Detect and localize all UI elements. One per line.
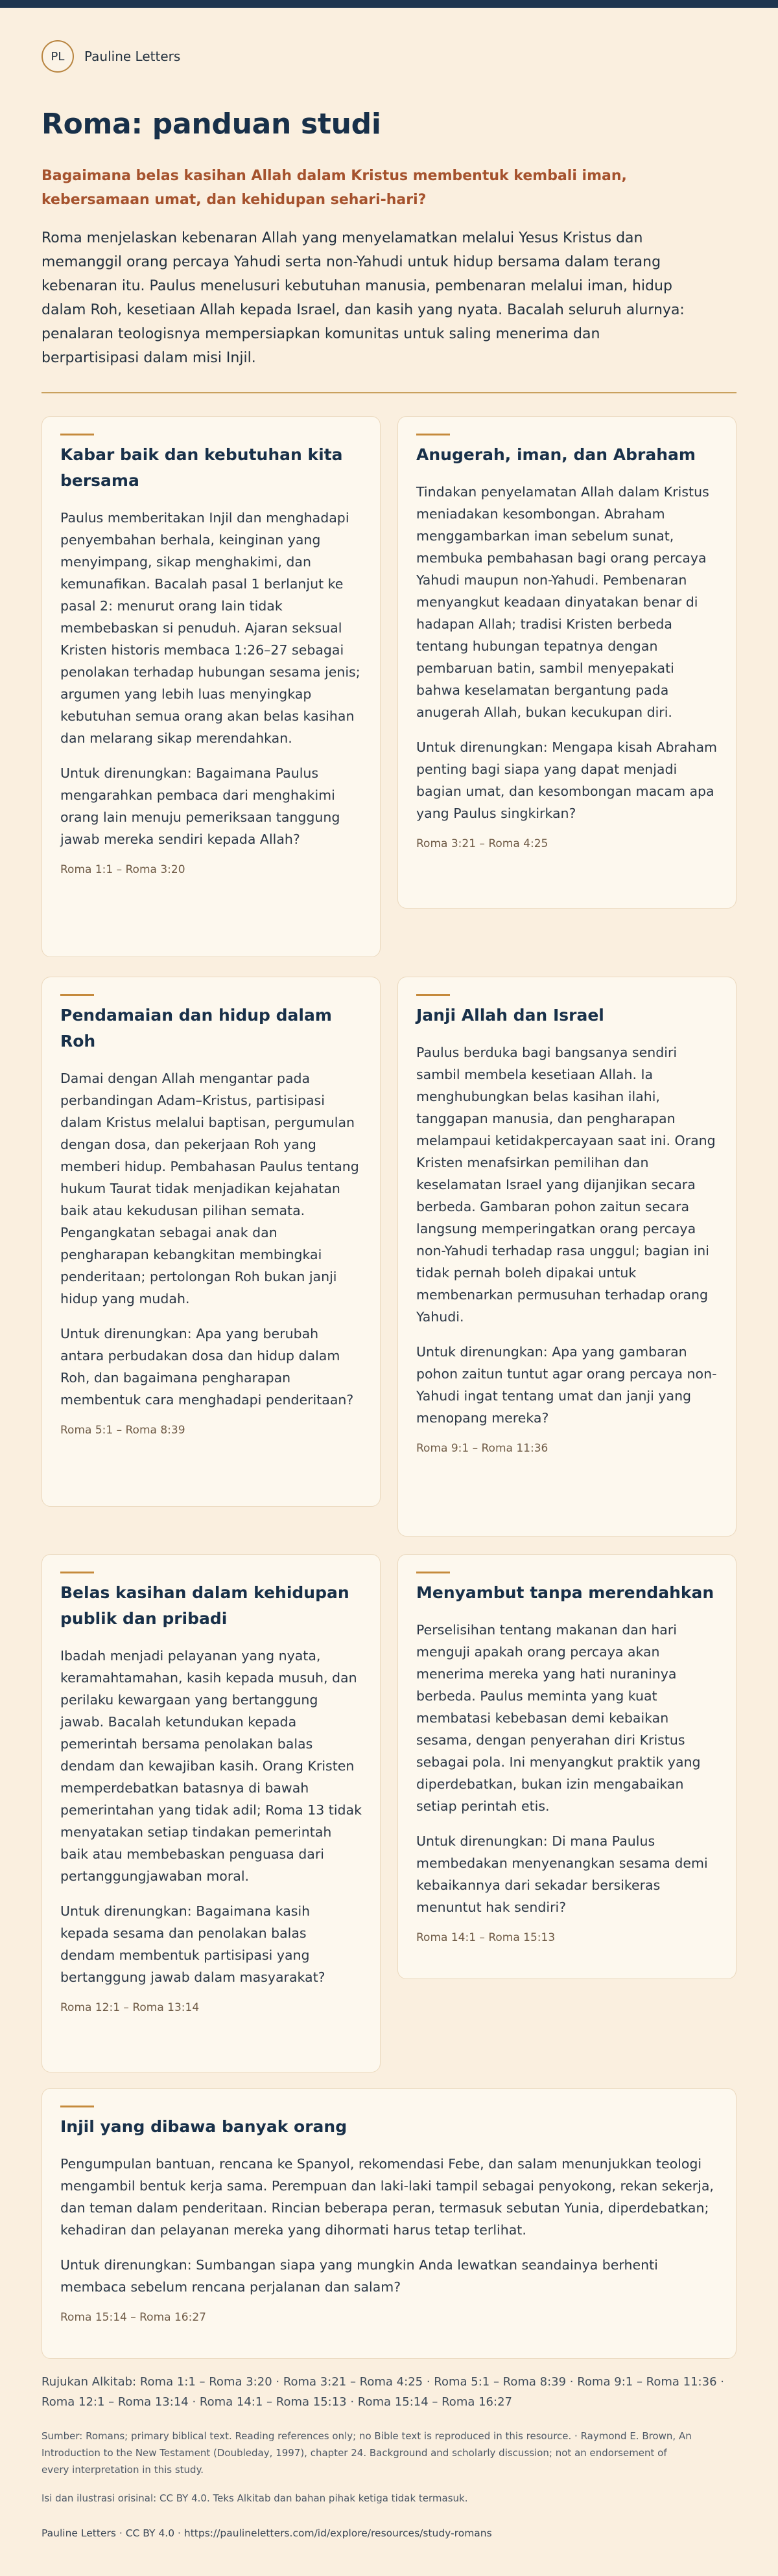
section-reflection: Untuk direnungkan: Bagaimana Paulus mengarahkan pembaca dari menghakimi orang lain menuju pemeriksaan tanggung jawab mereka sendiri kepada Allah? xyxy=(60,765,340,847)
section-card xyxy=(397,416,737,909)
section-divider xyxy=(41,392,737,393)
card-accent xyxy=(60,1572,94,1573)
source-note: Sumber: Romans; primary biblical text. Reading references only; no Bible text is reproduced in this resource. · Raymond E. Brown, An Introduction to the New Testament (Doubleday, 1997), chapter 24. Background and scholarly discussion; not an endorsement of every interpretation in this study. xyxy=(41,2430,692,2476)
section-reference: Roma 12:1 – Roma 13:14 xyxy=(60,2001,200,2014)
top-accent-bar xyxy=(0,0,778,8)
card-accent xyxy=(60,2106,94,2107)
section-reference: Roma 3:21 – Roma 4:25 xyxy=(416,837,548,850)
site-brand[interactable] xyxy=(41,40,737,73)
section-body: Tindakan penyelamatan Allah dalam Kristus meniadakan kesombongan. Abraham menggambarkan iman sebelum sunat, membuka pembahasan bagi orang percaya Yahudi maupun non-Yahudi. Pembenaran menyangkut keadaan dinyatakan benar di hadapan Allah; tradisi Kristen berbeda tentang hubungan tepatnya dengan pembaruan batin, sambil menyepakati bahwa keselamatan bergantung pada anugerah Allah, bukan kecukupan diri. xyxy=(416,484,709,720)
section-title: Injil yang dibawa banyak orang xyxy=(60,2117,348,2136)
section-reflection: Untuk direnungkan: Sumbangan siapa yang mungkin Anda lewatkan seandainya berhenti membaca sebelum rencana perjalanan dan salam? xyxy=(60,2257,658,2295)
section-body: Damai dengan Allah mengantar pada perbandingan Adam–Kristus, partisipasi dalam Kristus melalui baptisan, pergumulan dengan dosa, dan pekerjaan Roh yang memberi hidup. Pembahasan Paulus tentang hukum Taurat tidak menjadikan kejahatan baik atau kekudusan pilihan semata. Pengangkatan sebagai anak dan pengharapan kebangkitan membingkai penderitaan; pertolongan Roh bukan janji hidup yang mudah. xyxy=(60,1071,359,1306)
section-title: Janji Allah dan Israel xyxy=(416,1006,604,1025)
guiding-question: Bagaimana belas kasihan Allah dalam Kristus membentuk kembali iman, kebersamaan umat, dan kehidupan sehari-hari? xyxy=(41,168,627,208)
section-reference: Roma 15:14 – Roma 16:27 xyxy=(60,2311,206,2324)
section-reference: Roma 1:1 – Roma 3:20 xyxy=(60,863,185,876)
section-body: Perselisihan tentang makanan dan hari menguji apakah orang percaya akan menerima mereka yang hati nuraninya berbeda. Paulus meminta yang kuat membatasi kebebasan demi kebaikan sesama, dengan penyerahan diri Kristus sebagai pola. Ini menyangkut praktik yang diperdebatkan, bukan izin mengabaikan setiap perintah etis. xyxy=(416,1622,701,1814)
section-reflection: Untuk direnungkan: Apa yang gambaran pohon zaitun tuntut agar orang percaya non-Yahudi ingat tentang umat dan janji yang menopang mereka? xyxy=(416,1344,717,1426)
card-accent xyxy=(416,434,450,435)
section-card xyxy=(397,1554,737,1979)
scripture-references: Rujukan Alkitab: Roma 1:1 – Roma 3:20 · Roma 3:21 – Roma 4:25 · Roma 5:1 – Roma 8:39 · Roma 9:1 – Roma 11:36 · Roma 12:1 – Roma 13:14 · Roma 14:1 – Roma 15:13 · Roma 15:14 – Roma 16:27 xyxy=(41,2375,724,2409)
section-reference: Roma 9:1 – Roma 11:36 xyxy=(416,1442,548,1455)
brand-name: Pauline Letters xyxy=(84,49,181,64)
card-accent xyxy=(416,994,450,996)
brand-logo: PL xyxy=(41,40,74,73)
card-accent xyxy=(60,994,94,996)
section-body: Pengumpulan bantuan, rencana ke Spanyol, rekomendasi Febe, dan salam menunjukkan teologi mengambil bentuk kerja sama. Perempuan dan laki-laki tampil sebagai penyokong, rekan sekerja, dan teman dalam penderitaan. Rincian beberapa peran, termasuk sebutan Yunia, diperdebatkan; kehadiran dan pelayanan mereka yang dihormati harus tetap terlihat. xyxy=(60,2156,714,2238)
card-accent xyxy=(60,434,94,435)
section-title: Anugerah, iman, dan Abraham xyxy=(416,445,696,464)
section-reference: Roma 14:1 – Roma 15:13 xyxy=(416,1931,556,1944)
section-reference: Roma 5:1 – Roma 8:39 xyxy=(60,1424,185,1437)
section-body: Paulus memberitakan Injil dan menghadapi penyembahan berhala, keinginan yang menyimpang, sikap menghakimi, dan kemunafikan. Bacalah pasal 1 berlanjut ke pasal 2: menurut orang lain tidak membebaskan si penuduh. Ajaran seksual Kristen historis membaca 1:26–27 sebagai penolakan terhadap hubungan sesama jenis; argumen yang lebih luas menyingkap kebutuhan semua orang akan belas kasihan dan melarang sikap merendahkan. xyxy=(60,510,360,746)
section-body: Paulus berduka bagi bangsanya sendiri sambil membela kesetiaan Allah. Ia menghubungkan belas kasihan ilahi, tanggapan manusia, dan pengharapan melampaui ketidakpercayaan saat ini. Orang Kristen menafsirkan pemilihan dan keselamatan Israel yang dijanjikan secara berbeda. Gambaran pohon zaitun secara langsung memperingatkan orang percaya non-Yahudi terhadap rasa unggul; bagian ini tidak pernah boleh dipakai untuk membenarkan permusuhan terhadap orang Yahudi. xyxy=(416,1045,716,1325)
section-body: Ibadah menjadi pelayanan yang nyata, keramahtamahan, kasih kepada musuh, dan perilaku kewargaan yang bertanggung jawab. Bacalah ketundukan kepada pemerintah bersama penolakan balas dendam dan kewajiban kasih. Orang Kristen memperdebatkan batasnya di bawah pemerintahan yang tidak adil; Roma 13 tidak menyatakan setiap tindakan pemerintah baik atau membebaskan penguasa dari pertanggungjawaban moral. xyxy=(60,1648,362,1884)
section-title: Belas kasihan dalam kehidupan publik dan pribadi xyxy=(60,1583,349,1628)
intro-paragraph: Roma menjelaskan kebenaran Allah yang menyelamatkan melalui Yesus Kristus dan memanggil orang percaya Yahudi serta non-Yahudi untuk hidup bersama dalam terang kebenaran itu. Paulus menelusuri kebutuhan manusia, pembenaran melalui iman, hidup dalam Roh, kesetiaan Allah kepada Israel, dan kasih yang nyata. Bacalah seluruh alurnya: penalaran teologisnya mempersiapkan komunitas untuk saling menerima dan berpartisipasi dalam misi Injil. xyxy=(41,230,685,366)
section-card xyxy=(41,2088,737,2359)
page-footer[interactable]: Pauline Letters · CC BY 4.0 · https://paulineletters.com/id/explore/resources/study-romans xyxy=(41,2527,492,2539)
section-reflection: Untuk direnungkan: Bagaimana kasih kepada sesama dan penolakan balas dendam membentuk partisipasi yang bertanggung jawab dalam masyarakat? xyxy=(60,1903,325,1985)
section-card xyxy=(41,416,381,957)
section-card xyxy=(41,977,381,1507)
section-reflection: Untuk direnungkan: Apa yang berubah antara perbudakan dosa dan hidup dalam Roh, dan bagaimana pengharapan membentuk cara menghadapi penderitaan? xyxy=(60,1326,354,1408)
section-card xyxy=(397,977,737,1537)
section-title: Pendamaian dan hidup dalam Roh xyxy=(60,1006,332,1050)
license-note: Isi dan ilustrasi orisinal: CC BY 4.0. Teks Alkitab dan bahan pihak ketiga tidak termasuk. xyxy=(41,2492,468,2504)
section-reflection: Untuk direnungkan: Mengapa kisah Abraham penting bagi siapa yang dapat menjadi bagian umat, dan kesombongan macam apa yang Paulus singkirkan? xyxy=(416,739,718,821)
section-reflection: Untuk direnungkan: Di mana Paulus membedakan menyenangkan sesama demi kebaikannya dari sekadar bersikeras menuntut hak sendiri? xyxy=(416,1833,708,1915)
section-card xyxy=(41,1554,381,2072)
section-title: Menyambut tanpa merendahkan xyxy=(416,1583,714,1602)
section-title: Kabar baik dan kebutuhan kita bersama xyxy=(60,445,343,490)
card-accent xyxy=(416,1572,450,1573)
page-title: Roma: panduan studi xyxy=(41,108,381,141)
